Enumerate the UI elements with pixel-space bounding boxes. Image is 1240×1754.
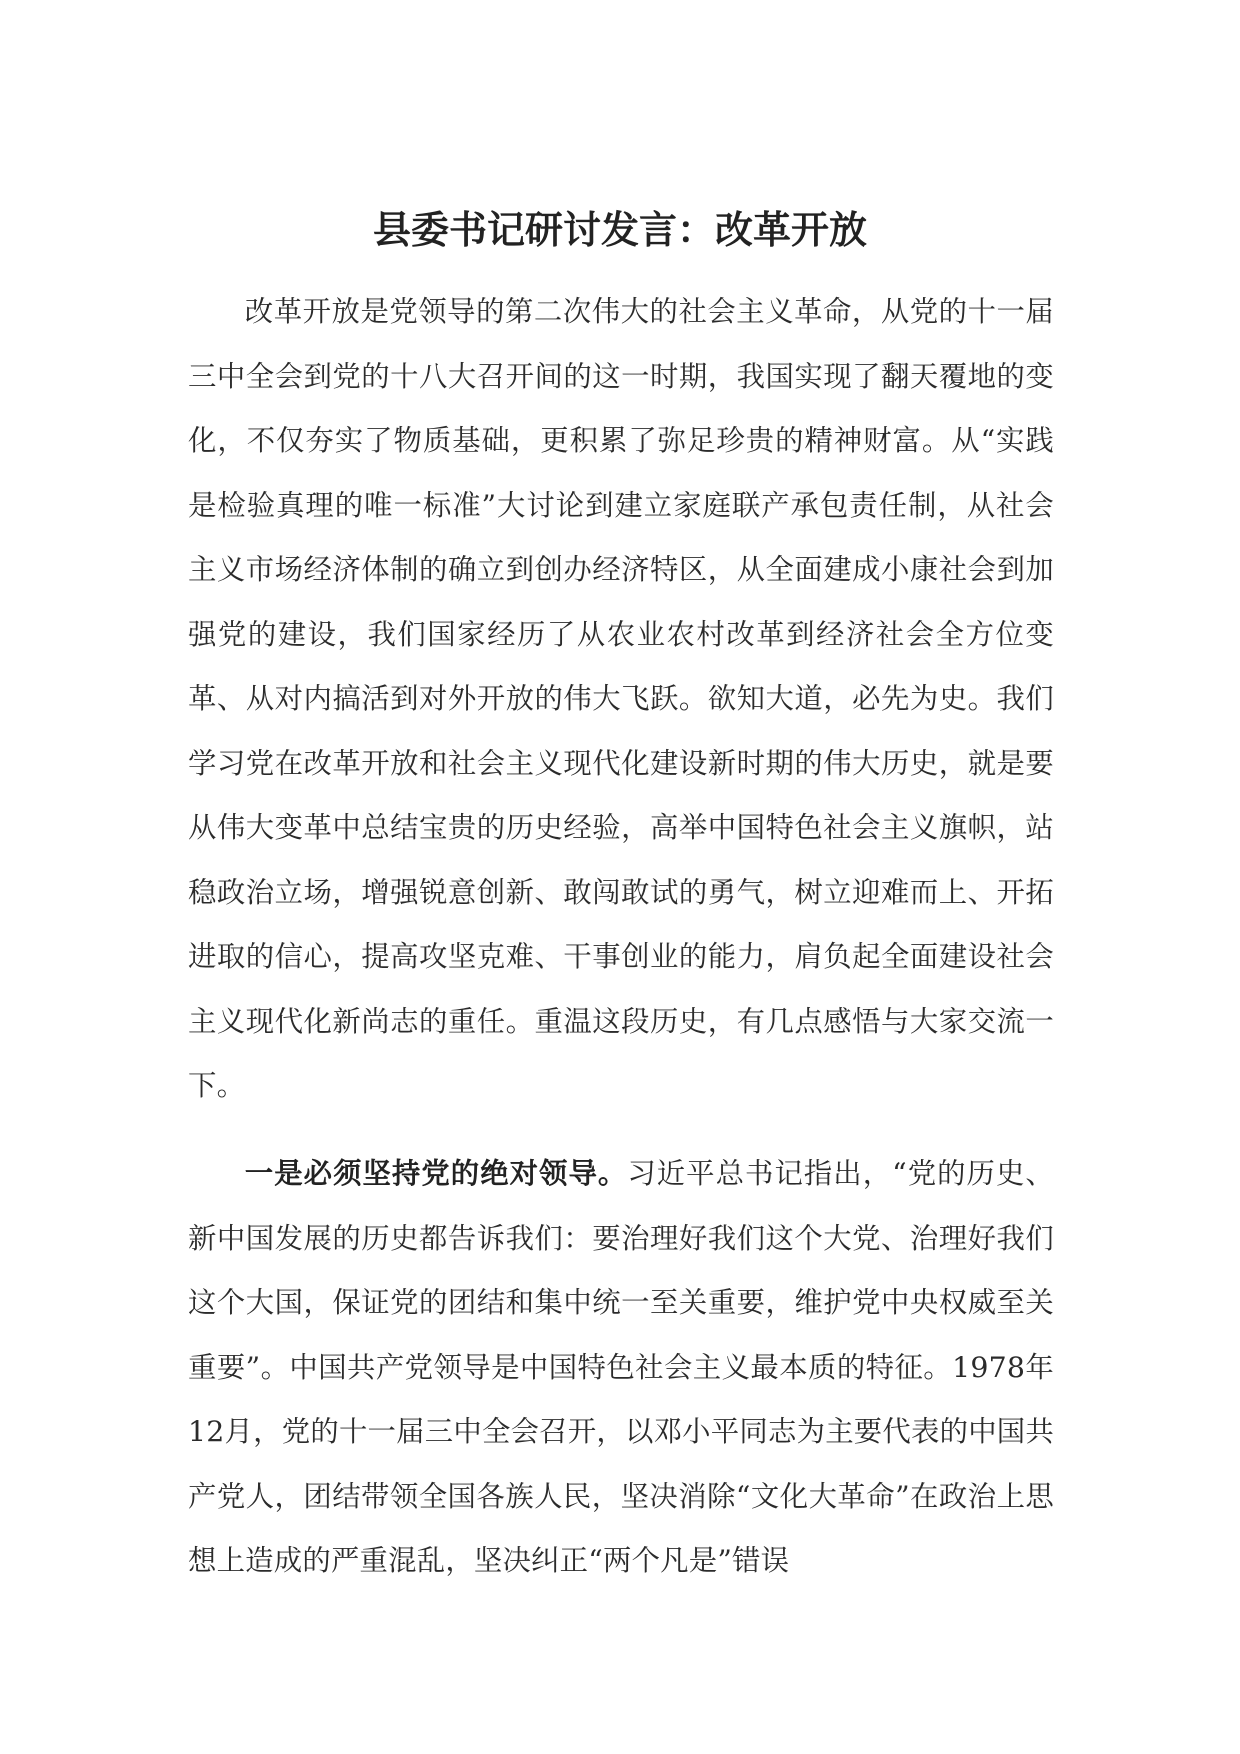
- document-title: 县委书记研讨发言：改革开放: [372, 208, 867, 252]
- body-paragraph-2: [188, 1142, 1054, 1594]
- body-paragraph-1: [188, 280, 1054, 1119]
- paragraph-1-text: 改革开放是党领导的第二次伟大的社会主义革命，从党的十一届三中全会到党的十八大召开间的这一时期，我国实现了翻天覆地的变化，不仅夯实了物质基础，更积累了弥足珍贵的精神财富。从“实践是检验真理的唯一标准”大讨论到建立家庭联产承包责任制，从社会主义市场经济体制的确立到创办经济特区，从全面建成小康社会到加强党的建设，我们国家经历了从农业农村改革到经济社会全方位变革、从对内搞活到对外开放的伟大飞跃。欲知大道，必先为史。我们学习党在改革开放和社会主义现代化建设新时期的伟大历史，就是要从伟大变革中总结宝贵的历史经验，高举中国特色社会主义旗帜，站稳政治立场，增强锐意创新、敢闯敢试的勇气，树立迎难而上、开拓进取的信心，提高攻坚克难、干事创业的能力，肩负起全面建设社会主义现代化新尚志的重任。重温这段历史，有几点感悟与大家交流一下。: [188, 295, 1054, 1102]
- paragraph-2-text: 习近平总书记指出，“党的历史、新中国发展的历史都告诉我们：要治理好我们这个大党、治理好我们这个大国，保证党的团结和集中统一至关重要，维护党中央权威至关重要”。中国共产党领导是中国特色社会主义最本质的特征。1978年12月，党的十一届三中全会召开，以邓小平同志为主要代表的中国共产党人，团结带领全国各族人民，坚决消除“文化大革命”在政治上思想上造成的严重混乱，坚决纠正“两个凡是”错误: [188, 1157, 1054, 1577]
- paragraph-2-lead-heading: 一是必须坚持党的绝对领导。: [244, 1157, 628, 1190]
